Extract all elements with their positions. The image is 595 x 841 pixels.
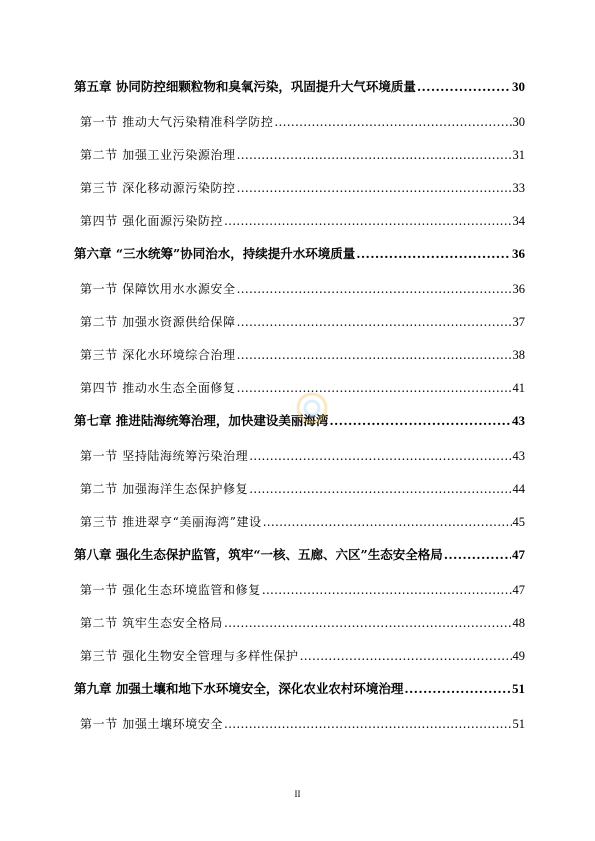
toc-entry-page-number: 43 [512, 449, 525, 463]
toc-entry-title: 第二节 筑牢生态安全格局 [80, 616, 224, 630]
toc-entry-page-number: 38 [512, 348, 525, 362]
toc-entry-page-number: 30 [512, 115, 525, 129]
toc-entry-title: 第六章 “三水统筹”协同治水，持续提升水环境质量 [74, 246, 356, 261]
toc-entry-page-number: 47 [512, 583, 525, 597]
toc-chapter-entry[interactable] [74, 679, 525, 714]
toc-entry-page-number: 47 [512, 547, 525, 562]
toc-entry-title: 第一节 加强土壤环境安全 [80, 717, 224, 731]
dot-leader [237, 145, 512, 165]
toc-entry-page-number: 36 [512, 282, 525, 296]
dot-leader [404, 679, 511, 699]
dot-leader [224, 211, 511, 231]
dot-leader [417, 77, 511, 97]
toc-entry-title: 第三节 深化水环境综合治理 [80, 348, 236, 362]
toc-section-entry[interactable] [74, 279, 525, 312]
toc-chapter-entry[interactable] [74, 545, 525, 580]
toc-entry-title: 第三节 深化移动源污染防控 [80, 181, 236, 195]
toc-entry-page-number: 31 [512, 148, 525, 162]
toc-chapter-entry[interactable] [74, 77, 525, 112]
dot-leader [300, 646, 512, 666]
toc-entry-title: 第八章 强化生态保护监管，筑牢“一核、五廊、六区”生态安全格局 [74, 547, 443, 562]
toc-entry-page-number: 34 [512, 214, 525, 228]
dot-leader [224, 714, 511, 734]
toc-entry-page-number: 30 [512, 79, 525, 94]
dot-leader [237, 345, 512, 365]
toc-entry-page-number: 51 [512, 717, 525, 731]
dot-leader [329, 411, 511, 431]
toc-section-entry[interactable] [74, 714, 525, 747]
toc-entry-page-number: 41 [512, 381, 525, 395]
dot-leader [249, 479, 511, 499]
toc-entry-title: 第二节 加强工业污染源治理 [80, 148, 236, 162]
toc-section-entry[interactable] [74, 211, 525, 244]
toc-section-entry[interactable] [74, 145, 525, 178]
toc-entry-page-number: 44 [512, 482, 525, 496]
toc-entry-title: 第一节 强化生态环境监管和修复 [80, 583, 261, 597]
dot-leader [224, 613, 511, 633]
dot-leader [237, 279, 512, 299]
toc-entry-page-number: 43 [512, 413, 525, 428]
toc-entry-page-number: 37 [512, 315, 525, 329]
dot-leader [237, 178, 512, 198]
toc-entry-page-number: 51 [512, 681, 525, 696]
toc-entry-page-number: 33 [512, 181, 525, 195]
dot-leader [237, 378, 512, 398]
toc-section-entry[interactable] [74, 312, 525, 345]
toc-entry-title: 第九章 加强土壤和地下水环境安全，深化农业农村环境治理 [74, 681, 404, 696]
dot-leader [263, 512, 512, 532]
toc-entry-title: 第二节 加强水资源供给保障 [80, 315, 236, 329]
toc-entry-title: 第一节 保障饮用水水源安全 [80, 282, 236, 296]
toc-entry-page-number: 48 [512, 616, 525, 630]
toc-section-entry[interactable] [74, 479, 525, 512]
dot-leader [356, 244, 511, 264]
toc-entry-title: 第一节 坚持陆海统筹污染治理 [80, 449, 249, 463]
toc-section-entry[interactable] [74, 580, 525, 613]
toc-chapter-entry[interactable] [74, 244, 525, 279]
toc-entry-title: 第二节 加强海洋生态保护修复 [80, 482, 249, 496]
dot-leader [274, 112, 511, 132]
toc-section-entry[interactable] [74, 512, 525, 545]
page-number: II [294, 789, 301, 799]
toc-entry-title: 第五章 协同防控细颗粒物和臭氧污染，巩固提升大气环境质量 [74, 79, 416, 94]
toc-entry-title: 第一节 推动大气污染精准科学防控 [80, 115, 274, 129]
dot-leader [249, 446, 511, 466]
toc-entry-page-number: 36 [512, 246, 525, 261]
toc-section-entry[interactable] [74, 446, 525, 479]
dot-leader [262, 580, 512, 600]
toc-entry-title: 第三节 推进翠亨“美丽海湾”建设 [80, 515, 262, 529]
toc-entry-title: 第四节 推动水生态全面修复 [80, 381, 236, 395]
toc-section-entry[interactable] [74, 178, 525, 211]
dot-leader [237, 312, 512, 332]
toc-entry-page-number: 49 [512, 649, 525, 663]
toc-section-entry[interactable] [74, 646, 525, 679]
toc-entry-title: 第四节 强化面源污染防控 [80, 214, 224, 228]
toc-section-entry[interactable] [74, 613, 525, 646]
toc-section-entry[interactable] [74, 112, 525, 145]
toc-entry-title: 第三节 强化生物安全管理与多样性保护 [80, 649, 299, 663]
toc-section-entry[interactable] [74, 345, 525, 378]
toc-entry-page-number: 45 [512, 515, 525, 529]
dot-leader [444, 545, 511, 565]
toc-entry-title: 第七章 推进陆海统筹治理，加快建设美丽海湾 [74, 413, 329, 428]
